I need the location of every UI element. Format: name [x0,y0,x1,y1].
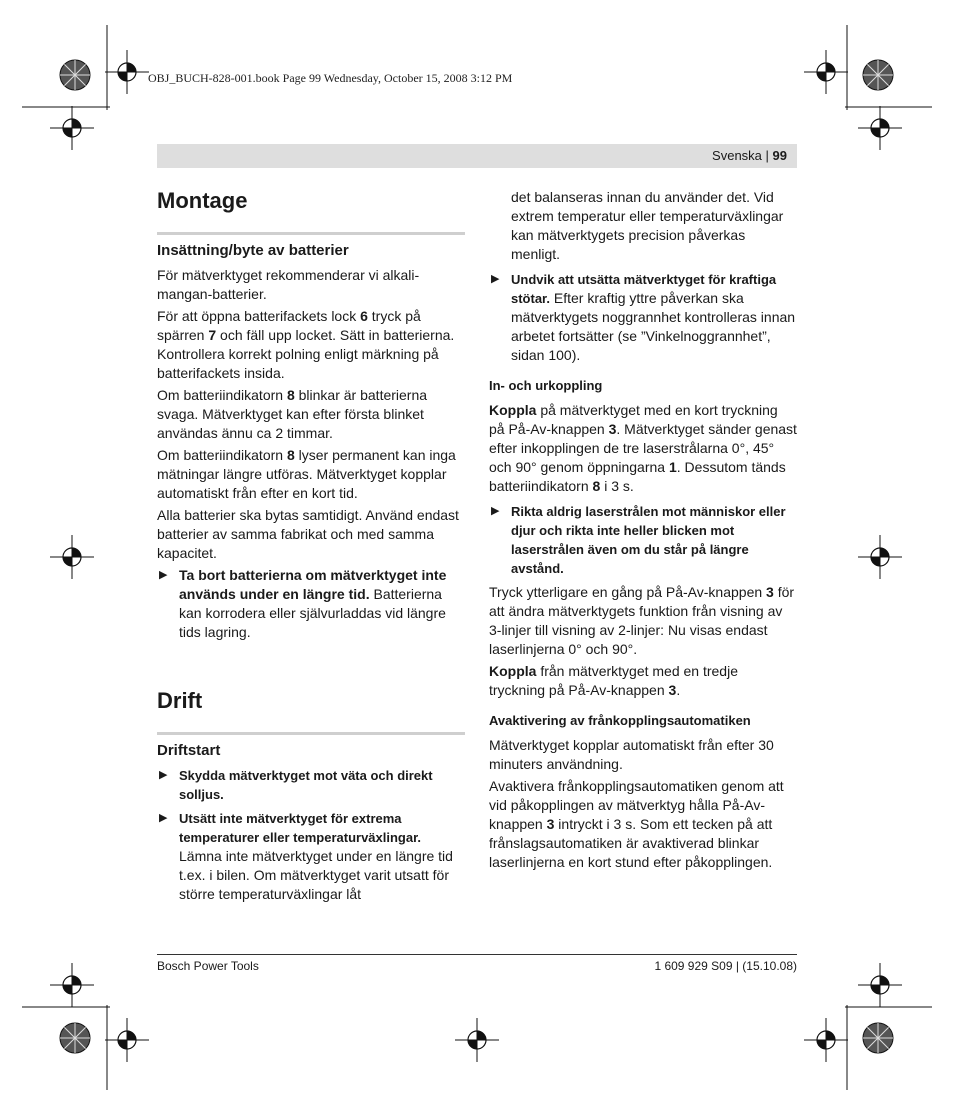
paragraph: Mätverktyget kopplar automatiskt från efter 30 minuters användning. [489,737,774,772]
paragraph: Om batteriindikatorn 8 lyser permanent kan inga mätningar längre utföras. Mätverktyget kopplar automatiskt från efter en kort tid. [157,447,456,501]
section-rule [157,732,465,735]
section-rule [157,232,465,235]
paragraph: För att öppna batterifackets lock 6 tryck på spärren 7 och fäll upp locket. Sätt in batterierna. Kontrollera korrekt polning enligt märkning på batterifackets insida. [157,308,455,381]
bullet-arrow-icon: ▶ [491,273,500,285]
footer-rule [157,954,797,955]
paragraph: Tryck ytterligare en gång på På-Av-knappen 3 för att ändra mätverktygets funktion från visning av 3-linjer till visning av 2-linjer: Nu visas endast laserlinjerna 0° och 90°. [489,584,795,657]
warning-bullet: ▶ Ta bort batterierna om mätverktyget inte används under en längre tid. Batterierna kan korrodera eller självurladdas vid längre tids lagring. [159,567,447,640]
auto-off-heading: Avaktivering av frånkopplingsautomatiken [489,713,751,728]
montage-title: Montage [157,188,248,213]
driftstart-heading: Driftstart [157,742,221,759]
paragraph: Koppla på mätverktyget med en kort tryckning på På-Av-knappen 3. Mätverktyget sänder genast efter inkopplingen de tre laserstrålarna 0°, 45° och 90° genom öppningarna 1. Dessutom tänds batteriindikatorn 8 i 3 s. [489,402,797,494]
paragraph: det balanseras innan du använder det. Vid extrem temperatur eller temperaturväxlingar kan mätverktygets precision påverkas menligt. [511,189,784,262]
battery-heading: Insättning/byte av batterier [157,242,349,259]
footer-right: 1 609 929 S09 | (15.10.08) [654,959,797,973]
drift-title: Drift [157,688,203,713]
header-bar [157,144,797,168]
file-info: OBJ_BUCH-828-001.book Page 99 Wednesday, October 15, 2008 3:12 PM [148,71,513,85]
warning-bullet: ▶ Skydda mätverktyget mot väta och direkt solljus. [159,768,433,802]
footer-left: Bosch Power Tools [157,959,259,973]
header-label [712,148,787,163]
paragraph: Koppla från mätverktyget med en tredje tryckning på På-Av-knappen 3. [489,663,738,698]
bullet-arrow-icon: ▶ [159,769,168,781]
warning-bullet: ▶ Utsätt inte mätverktyget för extrema temperaturer eller temperaturväxlingar. Lämna inte mätverktyget under en längre tid t.ex. i bilen. Om mätverktyget varit utsatt för större temperaturväxlingar låt [159,811,453,902]
bullet-arrow-icon: ▶ [491,505,500,517]
inout-heading: In- och urkoppling [489,378,603,393]
header-separator: | [761,148,773,163]
paragraph: Alla batterier ska bytas samtidigt. Använd endast batterier av samma fabrikat och med samma kapacitet. [157,507,459,561]
language-label: Svenska [712,148,762,163]
bullet-arrow-icon: ▶ [159,812,168,824]
page-number: 99 [772,148,787,163]
left-column [157,188,465,909]
paragraph: Avaktivera frånkopplingsautomatiken genom att vid påkopplingen av mätverktyg hålla På-Av-knappen 3 intryckt i 3 s. Som ett tecken på att frånslagsautomatiken är avaktiverad blinkar laserlinjerna en kort stund efter påkopplingen. [489,778,784,870]
paragraph: Om batteriindikatorn 8 blinkar är batterierna svaga. Mätverktyget kan efter första blinket användas ännu ca 2 timmar. [157,387,428,441]
right-column [489,188,797,875]
warning-bullet: ▶ Rikta aldrig laserstrålen mot människor eller djur och rikta inte heller blicken mot laserstrålen även om du står på längre avstånd. [491,504,786,576]
bullet-arrow-icon: ▶ [159,569,168,581]
paragraph: För mätverktyget rekommenderar vi alkali-mangan-batterier. [157,267,420,302]
warning-bullet: ▶ Undvik att utsätta mätverktyget för kraftiga stötar. Efter kraftig yttre påverkan ska mätverktygets noggrannhet kontrolleras innan arbetet fortsätter (se ”Vinkelnoggrannhet”, sidan 100). [491,272,796,363]
